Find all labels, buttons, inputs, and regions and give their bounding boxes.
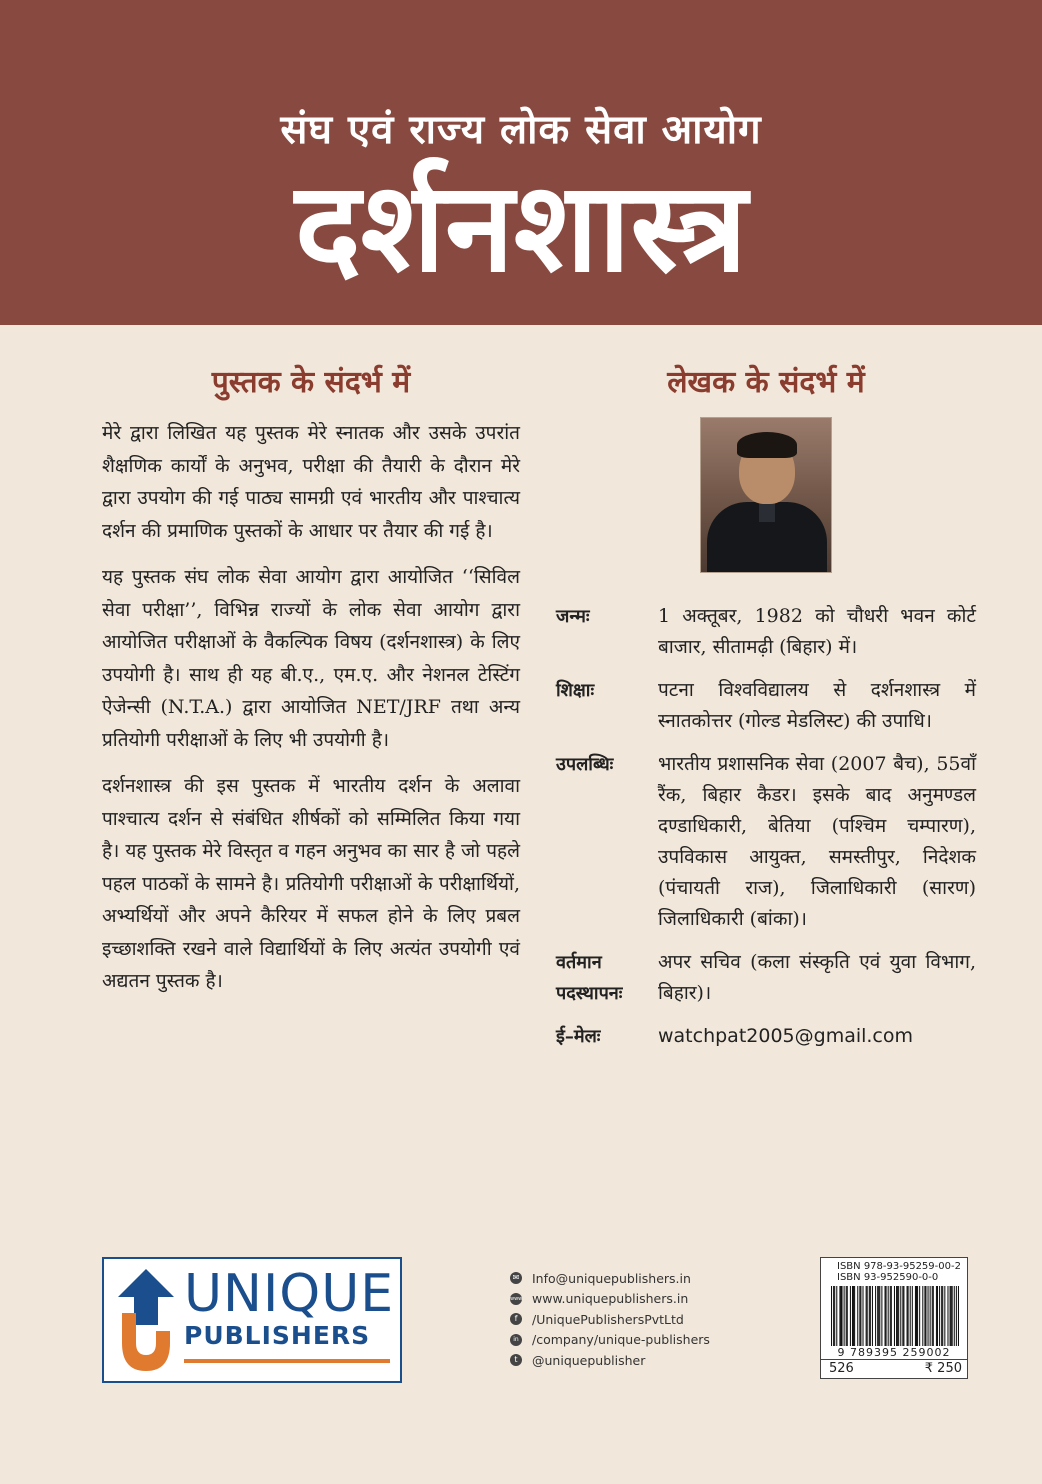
isbn-10: ISBN 93-952590-0-0 (837, 1272, 939, 1283)
cover-header (0, 0, 1042, 325)
publisher-name-line2: PUBLISHERS (184, 1321, 371, 1350)
author-section-heading: लेखक के संदर्भ में (667, 365, 865, 400)
linkedin-icon: in (510, 1334, 522, 1346)
author-birth-value: 1 अक्तूबर, 1982 को चौधरी भवन कोर्ट बाजार, सीतामढ़ी (बिहार) में। (658, 605, 976, 658)
book-paragraph-3: दर्शनशास्त्र की इस पुस्तक में भारतीय दर्शन के अलावा पाश्चात्य दर्शन से संबंधित शीर्षकों को सम्मिलित किया गया है। यह पुस्तक मेरे विस्तृत व गहन अनुभव का सार है जो पहले पहल पाठकों के सामने है। प्रतियोगी परीक्षाओं के परीक्षार्थियों, अभ्यर्थियों और अपने कैरियर में सफल होने के लिए प्रबल इच्छाशक्ति रखने वाले विद्यार्थियों के लिए अत्यंत उपयोगी एवं अद्यतन पुस्तक है। (102, 775, 520, 992)
facebook-icon: f (510, 1313, 522, 1325)
author-section (556, 360, 976, 1064)
contact-email-text: Info@uniquepublishers.in (532, 1270, 691, 1286)
author-posting-row (556, 947, 976, 1009)
author-achievement-row (556, 749, 976, 935)
contact-linkedin[interactable] (510, 1330, 770, 1351)
mail-icon: ✉ (510, 1272, 522, 1284)
barcode-footer (821, 1359, 967, 1378)
publisher-logo (102, 1257, 402, 1383)
publisher-u-arrow-icon (116, 1269, 176, 1373)
book-price: ₹ 250 (924, 1361, 962, 1376)
contact-website[interactable] (510, 1289, 770, 1310)
author-posting-value: अपर सचिव (कला संस्कृति एवं युवा विभाग, बिहार)। (658, 951, 976, 1004)
author-education-value: पटना विश्वविद्यालय से दर्शनशास्त्र में स्नातकोत्तर (गोल्ड मेडलिस्ट) की उपाधि। (658, 679, 976, 732)
contact-facebook-text: /UniquePublishersPvtLtd (532, 1311, 684, 1327)
contact-facebook[interactable] (510, 1309, 770, 1330)
author-education-label: शिक्षाः (556, 680, 595, 701)
barcode-digits: 9 789395 259002 (837, 1346, 951, 1359)
twitter-icon: t (510, 1354, 522, 1366)
barcode-code: 526 (829, 1361, 854, 1376)
book-section-heading: पुस्तक के संदर्भ में (211, 365, 411, 400)
author-email-value: watchpat2005@gmail.com (658, 1025, 914, 1047)
web-icon: www (510, 1293, 522, 1305)
author-birth-row (556, 601, 976, 663)
contact-email[interactable] (510, 1268, 770, 1289)
book-section (102, 360, 520, 1012)
author-birth-label: जन्मः (556, 606, 590, 627)
publisher-underline (184, 1359, 390, 1363)
author-email-row (556, 1021, 976, 1052)
contact-website-text: www.uniquepublishers.in (532, 1291, 689, 1307)
author-posting-label: वर्तमान पदस्थापनः (556, 952, 623, 1004)
author-email-label: ई–मेलः (556, 1026, 601, 1047)
cover-title: दर्शनशास्त्र (294, 156, 748, 300)
contact-twitter[interactable] (510, 1350, 770, 1371)
author-achievement-value: भारतीय प्रशासनिक सेवा (2007 बैच), 55वाँ रैंक, बिहार कैडर। इसके बाद अनुमण्डल दण्डाधिकारी, बेतिया (पश्चिम चम्पारण), उपविकास आयुक्त, समस्तीपुर, निदेशक (पंचायती राज), जिलाधिकारी (सारण) जिलाधिकारी (बांका)। (658, 753, 976, 930)
isbn-barcode-box (820, 1257, 968, 1379)
cover-subtitle: संघ एवं राज्य लोक सेवा आयोग (280, 107, 762, 153)
publisher-name-line1: UNIQUE (184, 1264, 395, 1324)
author-achievement-label: उपलब्धिः (556, 754, 614, 775)
book-paragraph-1: मेरे द्वारा लिखित यह पुस्तक मेरे स्नातक और उसके उपरांत शैक्षणिक कार्यों के अनुभव, परीक्षा की तैयारी के दौरान मेरे द्वारा उपयोग की गई पाठ्य सामग्री एवं भारतीय और पाश्चात्य दर्शन की प्रमाणिक पुस्तकों के आधार पर तैयार की गई है। (102, 422, 520, 542)
contact-linkedin-text: /company/unique-publishers (532, 1332, 710, 1348)
author-photo (700, 417, 832, 573)
barcode-image (831, 1286, 959, 1346)
author-education-row (556, 675, 976, 737)
book-paragraph-2: यह पुस्तक संघ लोक सेवा आयोग द्वारा आयोजित ‘‘सिविल सेवा परीक्षा’’, विभिन्न राज्यों के लोक सेवा आयोग द्वारा आयोजित परीक्षाओं के वैकल्पिक विषय (दर्शनशास्त्र) के लिए उपयोगी है। साथ ही यह बी.ए., एम.ए. और नेशनल टेस्टिंग ऐजेन्सी (N.T.A.) द्वारा आयोजित NET/JRF तथा अन्य प्रतियोगी परीक्षाओं के लिए भी उपयोगी है। (102, 566, 520, 751)
contact-twitter-text: @uniquepublisher (532, 1352, 646, 1368)
publisher-contacts (510, 1268, 770, 1371)
isbn-13: ISBN 978-93-95259-00-2 (837, 1261, 961, 1272)
